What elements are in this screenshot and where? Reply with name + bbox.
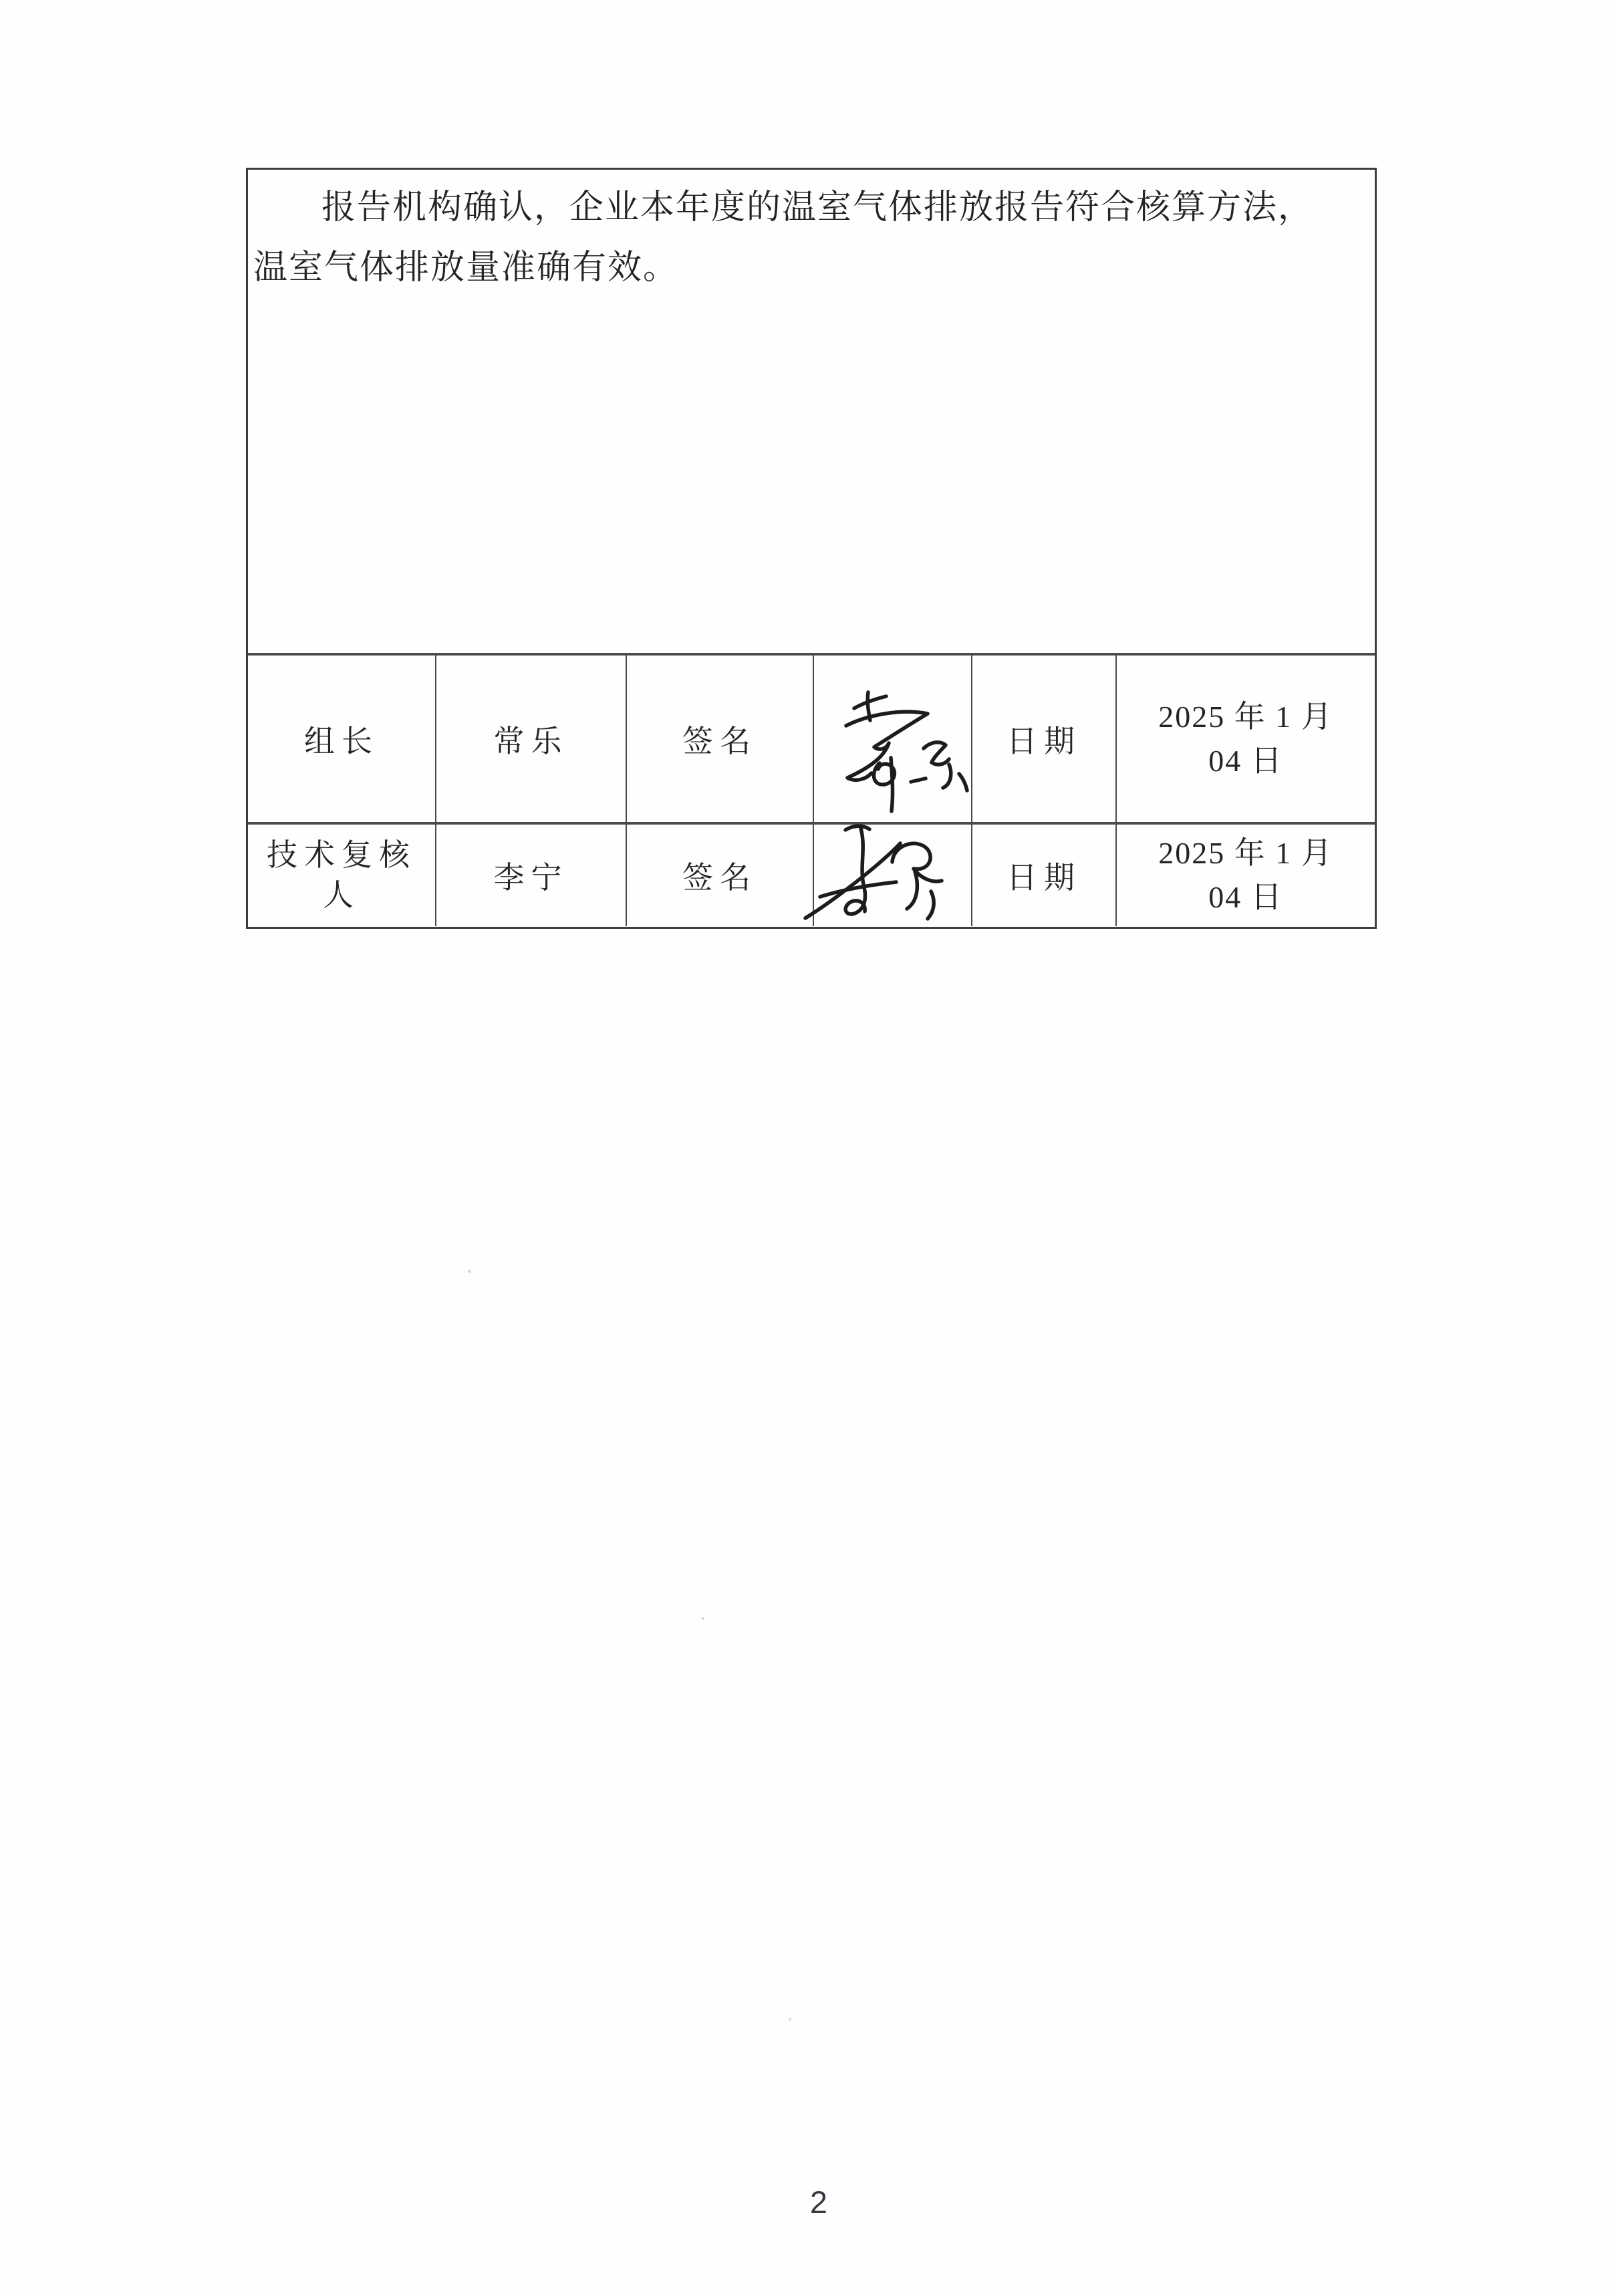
date-line-1: 2025 年 1 月 (1158, 699, 1333, 734)
cell-date-row2 (1117, 825, 1375, 926)
cell-date-label-row1: 日期 (972, 656, 1117, 825)
role-label-line2: 人 (323, 878, 360, 912)
date-line-2: 04 日 (1208, 880, 1283, 914)
cell-name-technical-reviewer: 李宁 (436, 825, 627, 926)
date-line-1: 2025 年 1 月 (1158, 836, 1333, 870)
statement-line-2: 温室气体排放量准确有效。 (253, 249, 679, 287)
cell-name-group-leader: 常乐 (436, 656, 627, 825)
scan-speck (789, 2018, 791, 2021)
cell-sign-label-row1: 签名 (627, 656, 814, 825)
scan-speck (468, 1270, 471, 1273)
cell-sign-label-row2: 签名 (627, 825, 814, 926)
statement-and-signature-box (246, 168, 1377, 929)
cell-date-label-row2: 日期 (972, 825, 1117, 926)
page-number: 2 (809, 2184, 828, 2220)
role-label: 组长 (304, 724, 379, 758)
cell-role-technical-reviewer (248, 825, 436, 926)
cell-role-group-leader (248, 656, 436, 825)
date-line-2: 04 日 (1208, 743, 1283, 778)
confirmation-statement (248, 170, 1375, 656)
scan-speck (702, 1617, 704, 1620)
role-label-line1: 技术复核 (267, 838, 416, 872)
statement-line-1: 报告机构确认，企业本年度的温室气体排放报告符合核算方法， (321, 189, 1314, 227)
handwritten-signature-changle-icon (826, 684, 970, 815)
handwritten-signature-lining-icon (801, 823, 948, 929)
cell-date-row1 (1117, 656, 1375, 825)
